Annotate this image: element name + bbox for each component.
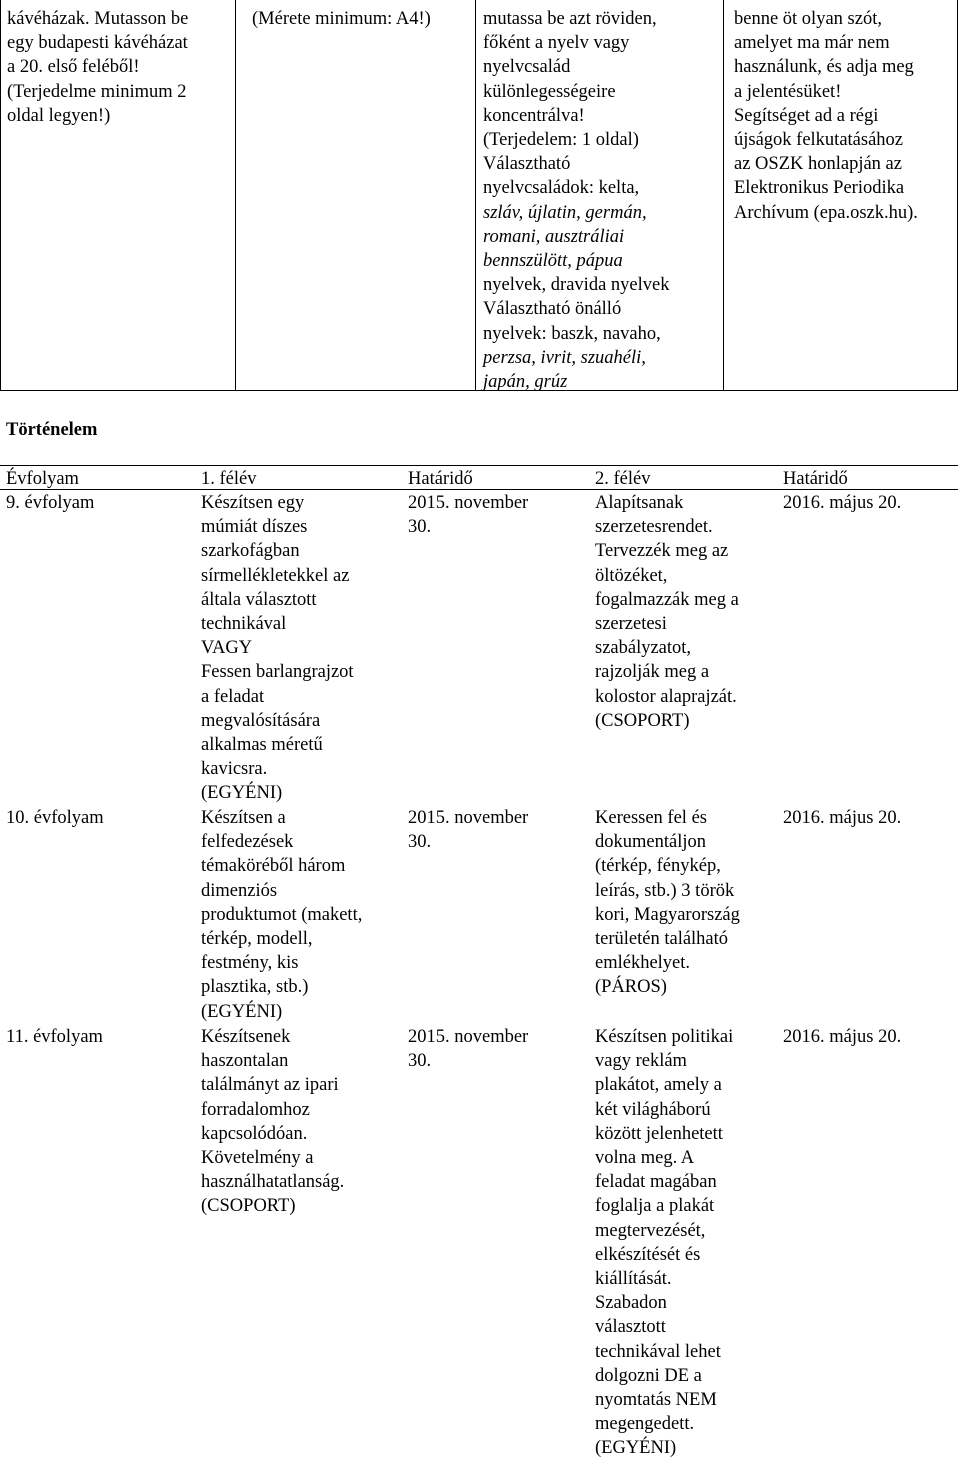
text-line: nyomtatás NEM [595, 1390, 717, 1411]
cell-task2 [595, 806, 740, 1000]
text-line: újságok felkutatásához [734, 130, 904, 151]
text-line: Archívum (epa.oszk.hu). [734, 202, 918, 223]
header-semester1: 1. félév [201, 469, 257, 489]
cell-grade [6, 806, 104, 830]
text-line: Szabadon [595, 1293, 667, 1314]
text-line: szláv, újlatin, germán, [483, 202, 647, 223]
text-line: (Terjedelem: 1 oldal) [483, 130, 639, 151]
text-line: kapcsolódóan. [201, 1123, 308, 1144]
table-rule-top [0, 465, 958, 466]
text-line: megengedett. [595, 1414, 695, 1435]
text-line: Tervezzék meg az [595, 541, 729, 562]
top-cell-col1-text [7, 7, 188, 128]
text-line: kiállítását. [595, 1269, 672, 1290]
text-line: forradalomhoz [201, 1099, 310, 1120]
text-line: felfedezések [201, 832, 294, 853]
header-grade: Évfolyam [6, 469, 79, 489]
cell-deadline2 [783, 491, 901, 515]
text-line: Követelmény a [201, 1148, 314, 1169]
text-line: VAGY [201, 638, 253, 659]
cell-deadline1 [408, 491, 528, 539]
text-line: nyelvek, dravida nyelvek [483, 275, 670, 296]
text-line: koncentrálva! [483, 105, 585, 126]
text-line: mutassa be azt röviden, [483, 9, 657, 29]
text-line: dimenziós [201, 880, 278, 901]
text-line: dokumentáljon [595, 832, 706, 853]
text-line: japán, grúz [483, 372, 568, 393]
text-line: perzsa, ivrit, szuahéli, [483, 347, 646, 368]
top-cell-col3 [476, 0, 723, 393]
header-deadline1: Határidő [408, 469, 473, 489]
text-line: sírmellékletekkel az [201, 565, 350, 586]
top-table [0, 0, 958, 391]
text-line: választott [595, 1317, 666, 1338]
text-line: szabályzatot, [595, 638, 692, 659]
text-line: (CSOPORT) [595, 710, 690, 731]
text-line: találmányt az ipari [201, 1075, 339, 1096]
header-semester2: 2. félév [595, 469, 651, 489]
text-line: 2015. november [408, 493, 529, 513]
text-line: két világháború [595, 1099, 711, 1120]
text-line: 11. évfolyam [6, 1027, 103, 1047]
text-line: vagy reklám [595, 1051, 687, 1072]
text-line: területén található [595, 929, 729, 950]
text-line: dolgozni DE a [595, 1365, 702, 1386]
text-line: amelyet ma már nem [734, 33, 890, 54]
text-line: a 20. első feléből! [7, 57, 140, 78]
section-heading: Történelem [6, 420, 98, 440]
text-line: Elektronikus Periodika [734, 178, 905, 199]
text-line: 30. [408, 832, 432, 853]
text-line: kolostor alaprajzát. [595, 686, 737, 707]
text-line: leírás, stb.) 3 török [595, 880, 735, 901]
text-line: (EGYÉNI) [595, 1438, 677, 1459]
text-line: rajzolják meg a [595, 662, 710, 683]
text-line: (EGYÉNI) [201, 783, 283, 804]
text-line: szerzetesrendet. [595, 517, 713, 538]
text-line: plakátot, amely a [595, 1075, 722, 1096]
text-line: használunk, és adja meg [734, 57, 914, 78]
text-line: nyelvek: baszk, navaho, [483, 323, 661, 344]
text-line: (Mérete minimum: A4!) [252, 9, 431, 29]
text-line: 2016. május 20. [783, 1027, 902, 1047]
cell-deadline2 [783, 806, 901, 830]
text-line: fogalmazzák meg a [595, 589, 739, 610]
text-line: romani, ausztráliai [483, 226, 625, 247]
text-line: különlegességeire [483, 81, 616, 102]
text-line: (PÁROS) [595, 977, 667, 998]
text-line: oldal legyen!) [7, 105, 111, 126]
text-line: a jelentésüket! [734, 81, 842, 102]
text-line: festmény, kis [201, 953, 299, 974]
text-line: 9. évfolyam [6, 493, 95, 513]
text-line: múmiát díszes [201, 517, 308, 538]
text-line: (CSOPORT) [201, 1196, 296, 1217]
cell-grade [6, 1025, 103, 1049]
text-line: Keressen fel és [595, 808, 707, 828]
text-line: szerzetesi [595, 614, 667, 635]
text-line: produktumot (makett, [201, 904, 363, 925]
text-line: 30. [408, 517, 432, 538]
text-line: megvalósítására [201, 710, 321, 731]
text-line: között jelenhetett [595, 1123, 723, 1144]
text-line: Alapítsanak [595, 493, 684, 513]
text-line: kávéházak. Mutasson be [7, 9, 189, 29]
text-line: egy budapesti kávéházat [7, 33, 188, 54]
cell-task1 [201, 491, 354, 806]
text-line: öltözéket, [595, 565, 668, 586]
text-line: 30. [408, 1051, 432, 1072]
cell-task2 [595, 491, 739, 733]
cell-deadline2 [783, 1025, 901, 1049]
text-line: technikával lehet [595, 1341, 721, 1362]
top-cell-col4 [724, 0, 959, 390]
top-cell-col4-text [734, 7, 918, 225]
text-line: témaköréből három [201, 856, 346, 877]
cell-task2 [595, 1025, 733, 1461]
cell-task1 [201, 1025, 344, 1219]
header-deadline2: Határidő [783, 469, 848, 489]
top-cell-col3-text [483, 7, 669, 394]
text-line: nyelvcsaládok: kelta, [483, 178, 640, 199]
text-line: Segítséget ad a régi [734, 105, 879, 126]
text-line: nyelvcsalád [483, 57, 571, 78]
text-line: Készítsen egy [201, 493, 305, 513]
text-line: kavicsra. [201, 759, 268, 780]
text-line: benne öt olyan szót, [734, 9, 882, 29]
text-line: 2015. november [408, 808, 529, 828]
text-line: Választható [483, 154, 571, 175]
text-line: Választható önálló [483, 299, 622, 320]
text-line: 10. évfolyam [6, 808, 104, 828]
text-line: Fessen barlangrajzot [201, 662, 354, 683]
text-line: általa választott [201, 589, 317, 610]
top-cell-col2-text [252, 7, 431, 31]
text-line: megtervezését, [595, 1220, 706, 1241]
top-cell-col1 [1, 0, 235, 390]
text-line: térkép, modell, [201, 929, 313, 950]
cell-grade [6, 491, 94, 515]
top-cell-col2 [236, 0, 475, 390]
text-line: feladat magában [595, 1172, 717, 1193]
cell-deadline1 [408, 1025, 528, 1073]
text-line: főként a nyelv vagy [483, 33, 630, 54]
text-line: az OSZK honlapján az [734, 154, 902, 175]
text-line: foglalja a plakát [595, 1196, 715, 1217]
text-line: 2015. november [408, 1027, 529, 1047]
text-line: plasztika, stb.) [201, 977, 309, 998]
text-line: Készítsen a [201, 808, 286, 828]
text-line: technikával [201, 614, 287, 635]
text-line: alkalmas méretű [201, 735, 323, 756]
text-line: Készítsen politikai [595, 1027, 734, 1047]
text-line: emlékhelyet. [595, 953, 691, 974]
cell-deadline1 [408, 806, 528, 854]
text-line: 2016. május 20. [783, 493, 902, 513]
text-line: használhatatlanság. [201, 1172, 345, 1193]
text-line: bennszülött, pápua [483, 251, 623, 272]
text-line: (Terjedelme minimum 2 [7, 81, 187, 102]
text-line: volna meg. A [595, 1148, 695, 1169]
text-line: haszontalan [201, 1051, 289, 1072]
text-line: elkészítését és [595, 1244, 701, 1265]
cell-task1 [201, 806, 362, 1024]
text-line: 2016. május 20. [783, 808, 902, 828]
text-line: Készítsenek [201, 1027, 291, 1047]
text-line: szarkofágban [201, 541, 300, 562]
text-line: (térkép, fénykép, [595, 856, 721, 877]
text-line: kori, Magyarország [595, 904, 740, 925]
text-line: a feladat [201, 686, 265, 707]
text-line: (EGYÉNI) [201, 1001, 283, 1022]
